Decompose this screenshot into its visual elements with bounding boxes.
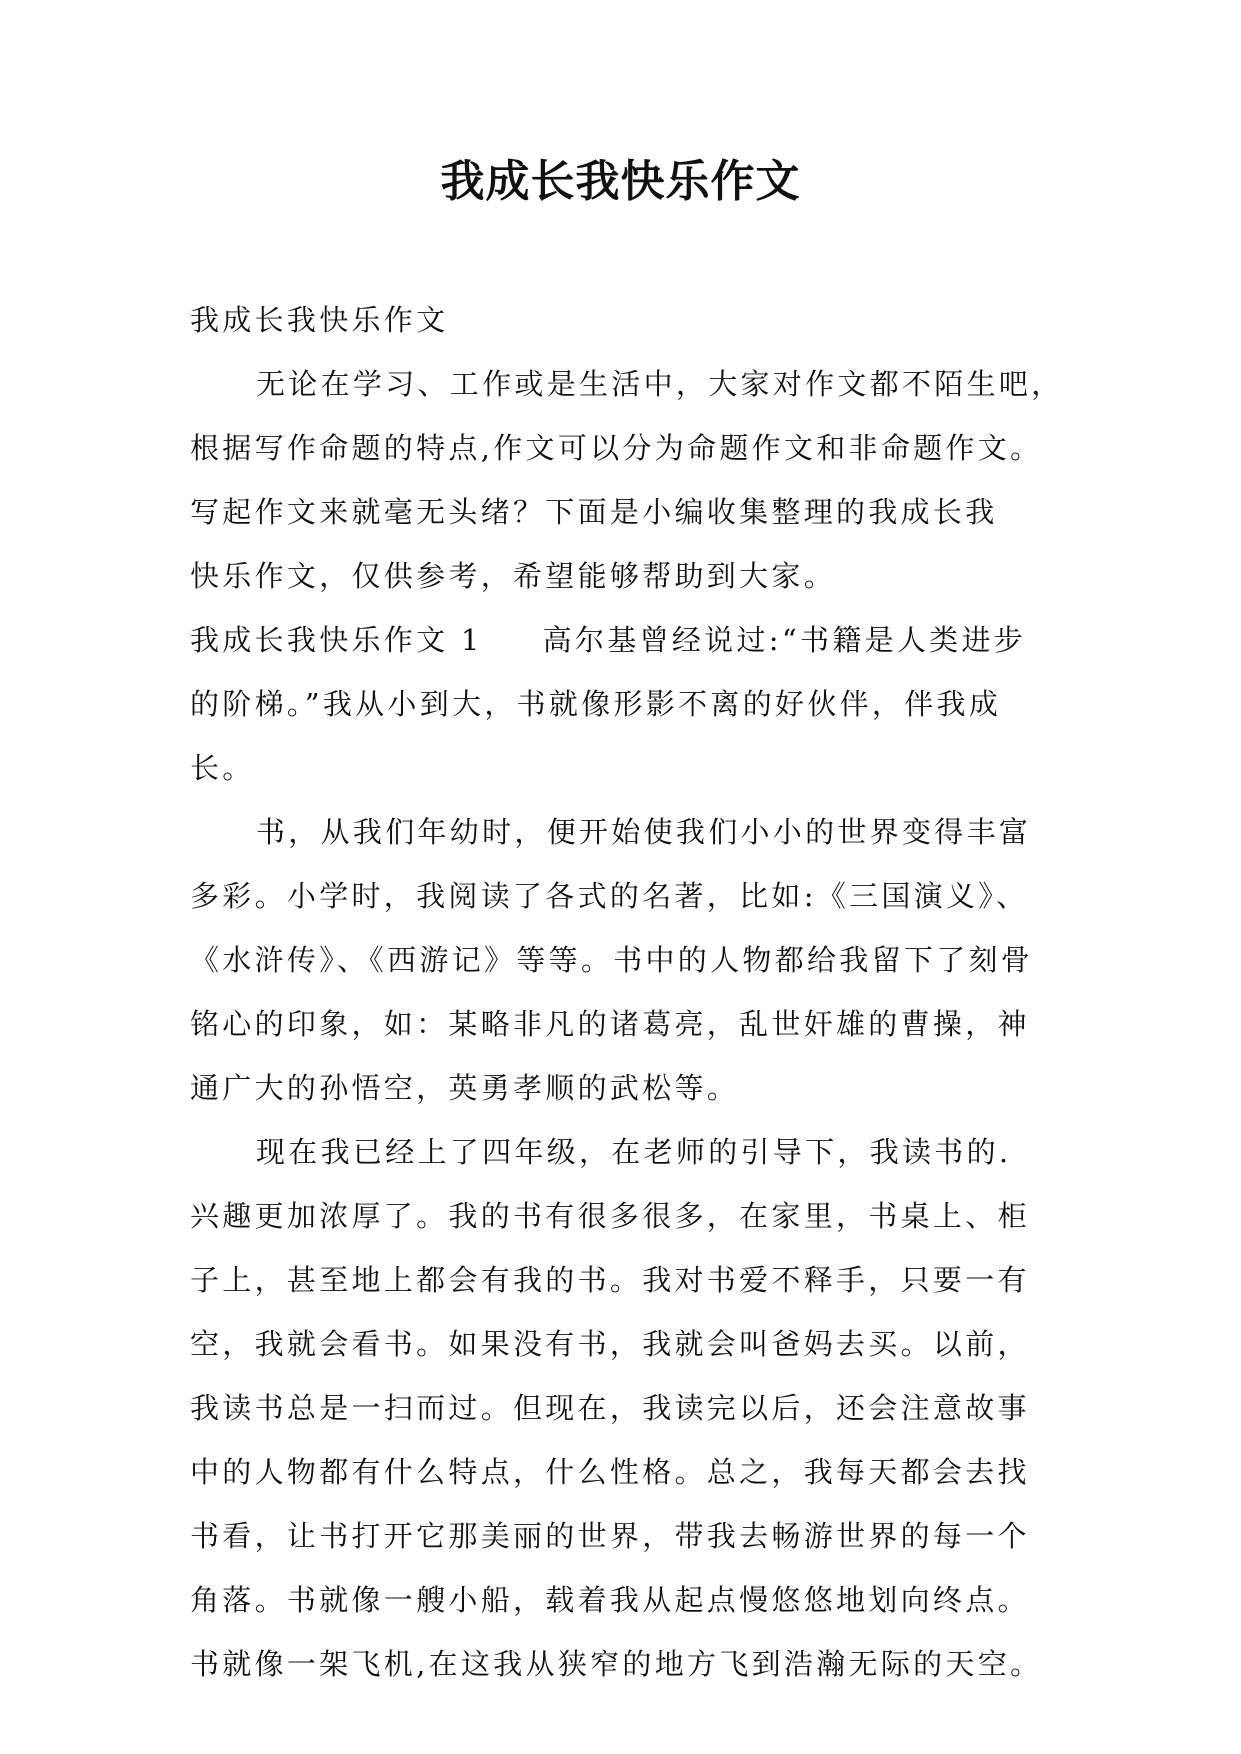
paragraph-line: 《水浒传》、《西游记》等等。书中的人物都给我留下了刻骨 [190,943,1034,977]
paragraph-line: 多彩。小学时，我阅读了各式的名著，比如:《三国演义》、 [190,879,1029,913]
document-title: 我成长我快乐作文 [440,156,801,207]
paragraph-line: 子上，甚至地上都会有我的书。我对书爱不释手，只要一有 [190,1263,1030,1297]
paragraph-line: 无论在学习、工作或是生活中，大家对作文都不陌生吧， [256,367,1064,401]
paragraph-line: 书就像一架飞机,在这我从狭窄的地方飞到浩瀚无际的天空。 [190,1647,1043,1681]
paragraph-line: 现在我已经上了四年级，在老师的引导下，我读书的. [256,1135,1012,1169]
paragraph-line: 铭心的印象，如：某略非凡的诸葛亮，乱世奸雄的曹操，神 [190,1007,1030,1041]
section-heading: 我成长我快乐作文 1 [190,623,483,657]
paragraph-line: 长。 [190,751,255,785]
paragraph-line: 书看，让书打开它那美丽的世界，带我去畅游世界的每一个 [190,1519,1030,1553]
paragraph-text: 高尔基曾经说过:“书籍是人类进步 [542,623,1027,657]
document-body [190,288,1070,1696]
subtitle-line: 我成长我快乐作文 [190,303,449,337]
paragraph-line: 根据写作命题的特点,作文可以分为命题作文和非命题作文。 [190,431,1043,465]
paragraph-line: 我读书总是一扫而过。但现在，我读完以后，还会注意故事 [190,1391,1030,1425]
paragraph-line: 中的人物都有什么特点，什么性格。总之，我每天都会去找 [190,1455,1030,1489]
paragraph-line: 角落。书就像一艘小船，载着我从起点慢悠悠地划向终点。 [190,1583,1030,1617]
paragraph-line: 书，从我们年幼时，便开始使我们小小的世界变得丰富 [256,815,1032,849]
paragraph-line: 空，我就会看书。如果没有书，我就会叫爸妈去买。以前， [190,1327,1030,1361]
paragraph-line: 的阶梯。”我从小到大，书就像形影不离的好伙伴，伴我成 [190,687,1002,721]
paragraph-line: 兴趣更加浓厚了。我的书有很多很多，在家里，书桌上、柜 [190,1199,1030,1233]
paragraph-line: 快乐作文，仅供参考，希望能够帮助到大家。 [190,559,837,593]
paragraph-line: 通广大的孙悟空，英勇孝顺的武松等。 [190,1071,740,1105]
paragraph-line: 写起作文来就毫无头绪？下面是小编收集整理的我成长我 [190,495,998,529]
section-heading-line [190,608,1070,672]
